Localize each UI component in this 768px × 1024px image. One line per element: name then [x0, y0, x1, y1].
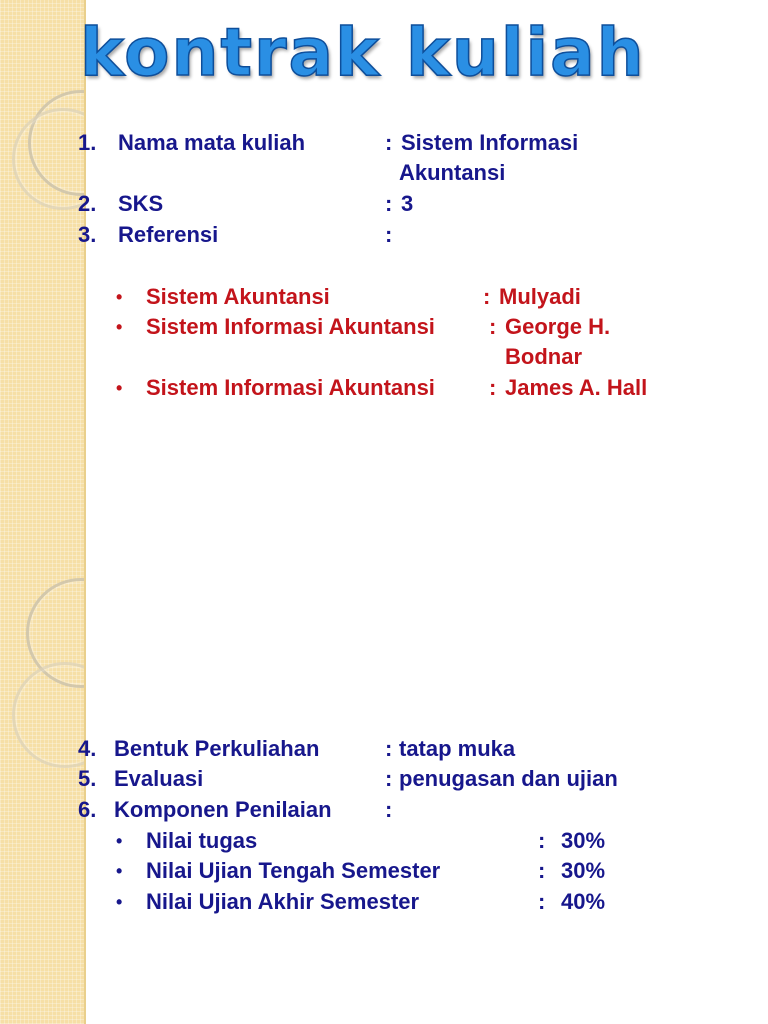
reference-author: George H.: [505, 314, 611, 339]
item-number: 6.: [78, 797, 97, 822]
item-separator: :: [385, 736, 393, 761]
decorative-side-strip: [0, 0, 84, 1024]
item-value: 3: [401, 191, 414, 216]
reference-author: James A. Hall: [505, 375, 648, 400]
reference-author: Mulyadi: [499, 284, 581, 309]
item-label: SKS: [118, 191, 164, 216]
bullet: •: [116, 378, 123, 398]
item-label: Komponen Penilaian: [114, 797, 332, 822]
grading-separator: :: [538, 858, 546, 883]
item-number: 4.: [78, 736, 97, 761]
item-value: Sistem Informasi: [401, 130, 579, 155]
item-number: 3.: [78, 222, 97, 247]
grading-value: 30%: [561, 828, 606, 853]
grading-separator: :: [538, 889, 546, 914]
item-label: Referensi: [118, 222, 219, 247]
item-separator: :: [385, 130, 393, 155]
reference-separator: :: [489, 375, 497, 400]
grading-label: Nilai Ujian Akhir Semester: [146, 889, 420, 914]
item-separator: :: [385, 766, 393, 791]
item-separator: :: [385, 222, 393, 247]
item-number: 2.: [78, 191, 97, 216]
reference-title: Sistem Informasi Akuntansi: [146, 314, 435, 339]
item-separator: :: [385, 191, 393, 216]
item-number: 5.: [78, 766, 97, 791]
bullet: •: [116, 831, 123, 851]
bullet: •: [116, 287, 123, 307]
item-label: Evaluasi: [114, 766, 204, 791]
grading-value: 40%: [561, 889, 606, 914]
reference-author-continued: Bodnar: [505, 344, 582, 369]
item-label: Nama mata kuliah: [118, 130, 306, 155]
item-value: tatap muka: [399, 736, 516, 761]
bullet: •: [116, 317, 123, 337]
bullet: •: [116, 892, 123, 912]
reference-separator: :: [489, 314, 497, 339]
grading-value: 30%: [561, 858, 606, 883]
item-value: penugasan dan ujian: [399, 766, 618, 791]
item-value-continued: Akuntansi: [399, 160, 506, 185]
item-label: Bentuk Perkuliahan: [114, 736, 320, 761]
item-separator: :: [385, 797, 393, 822]
item-number: 1.: [78, 130, 97, 155]
grading-label: Nilai Ujian Tengah Semester: [146, 858, 441, 883]
grading-label: Nilai tugas: [146, 828, 258, 853]
reference-title: Sistem Informasi Akuntansi: [146, 375, 435, 400]
reference-title: Sistem Akuntansi: [146, 284, 330, 309]
grading-separator: :: [538, 828, 546, 853]
decorative-ring: [12, 662, 84, 768]
slide-title: kontrak kuliah: [80, 14, 646, 91]
reference-separator: :: [483, 284, 491, 309]
bullet: •: [116, 861, 123, 881]
decorative-ring: [12, 108, 84, 210]
